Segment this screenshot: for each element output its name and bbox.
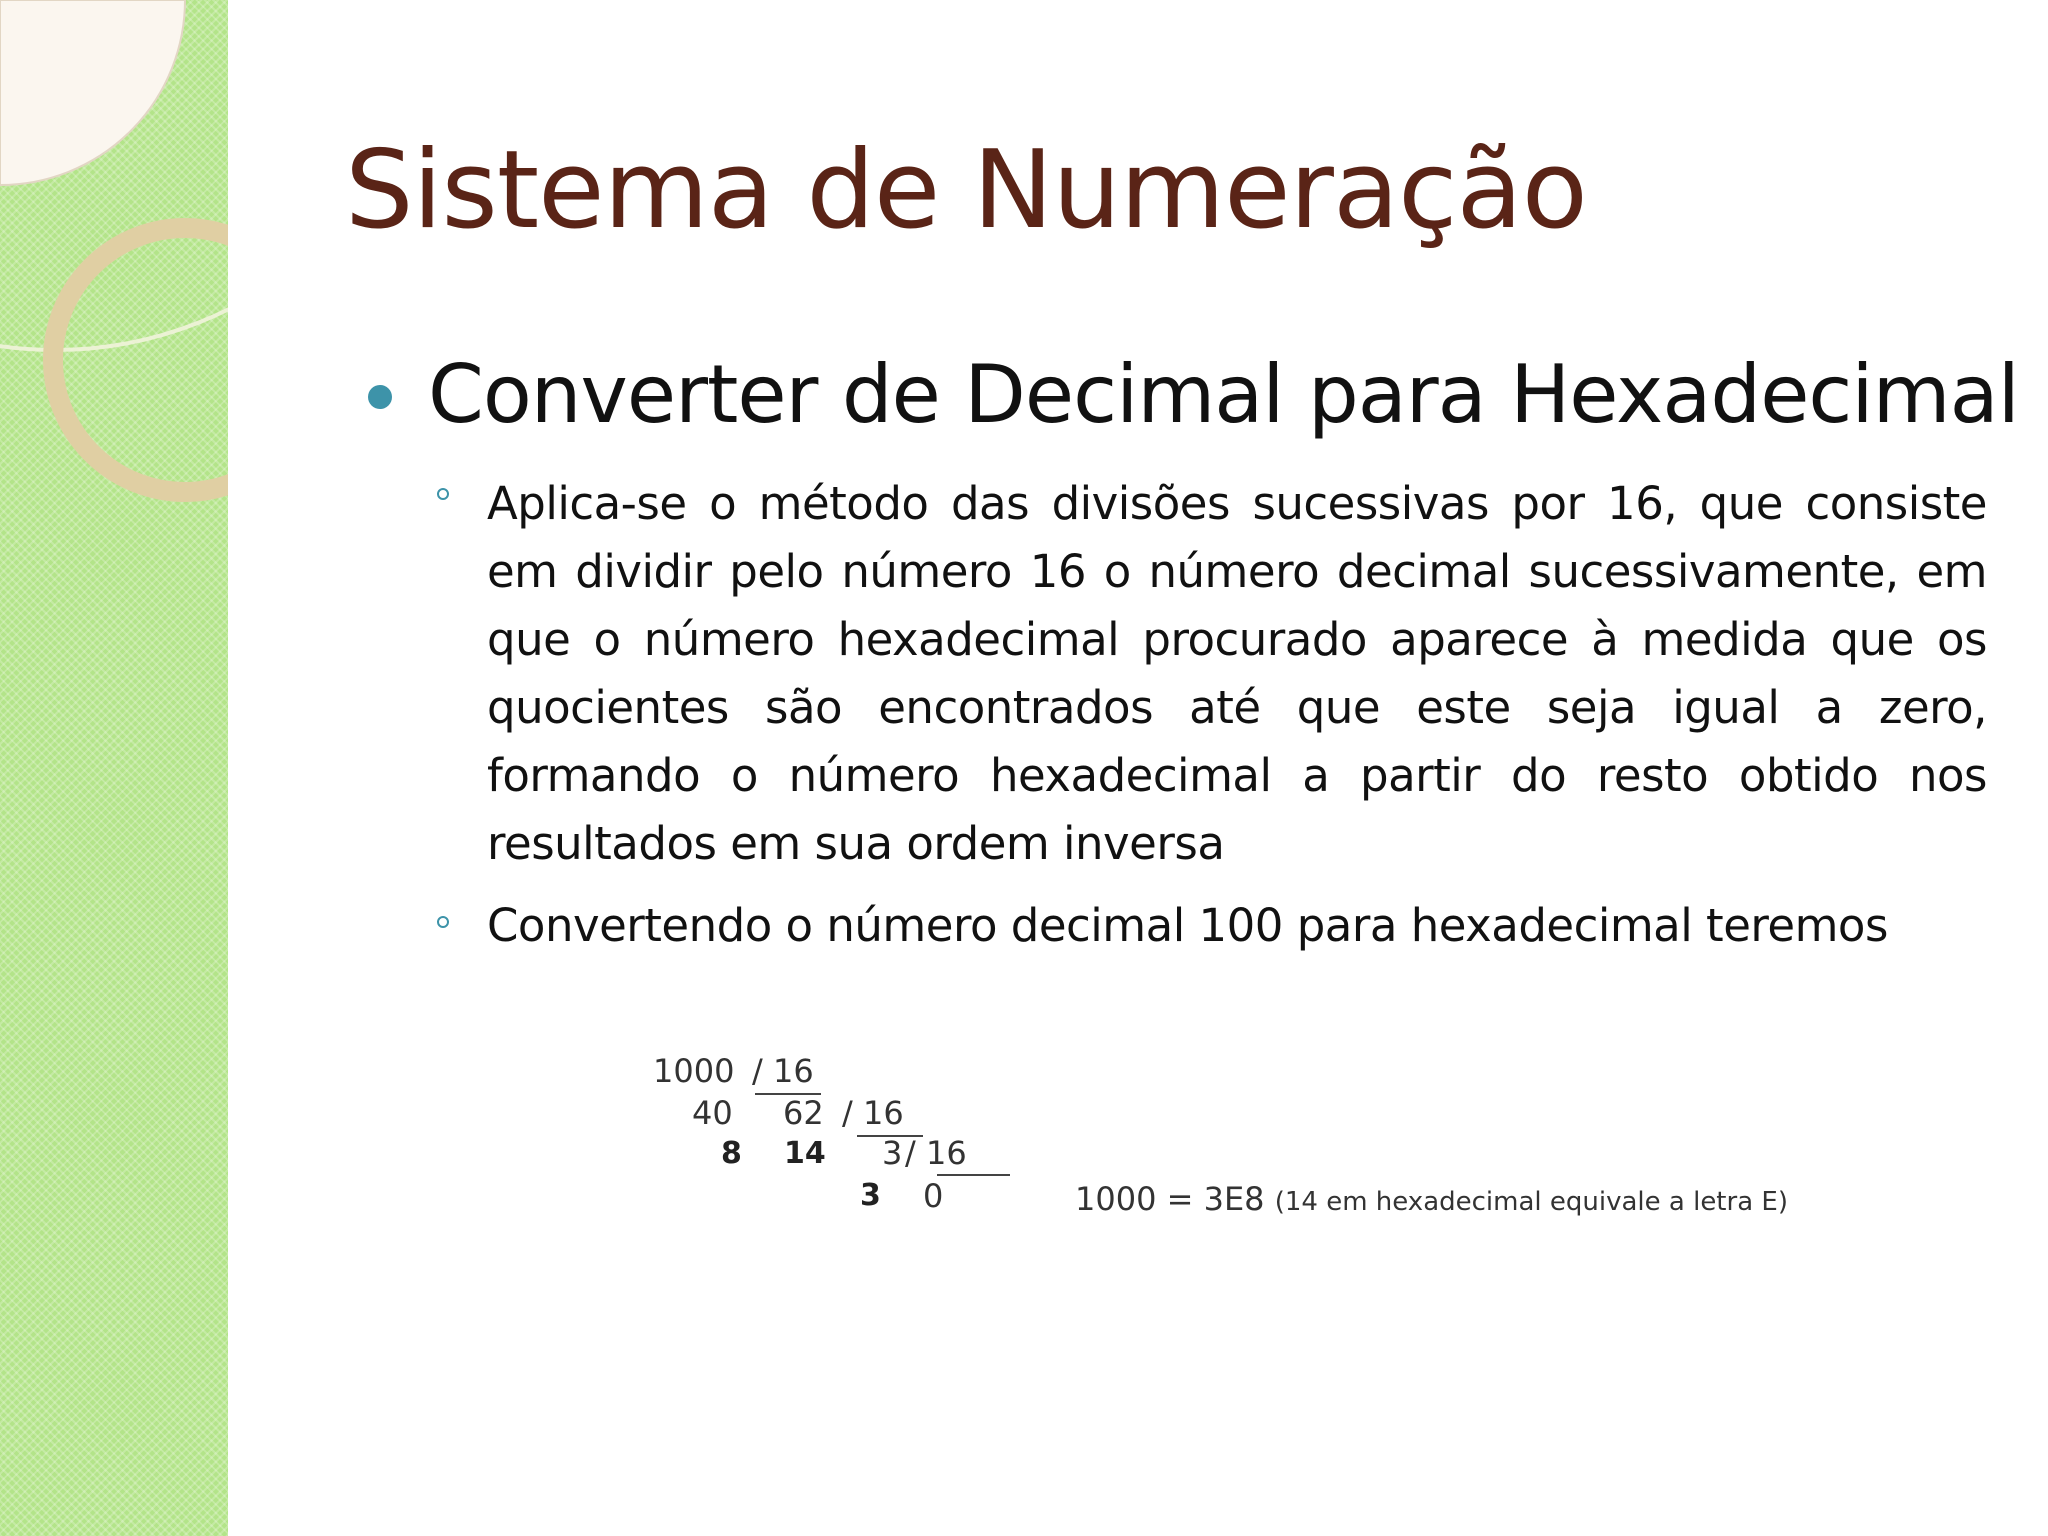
divisor-16-third: / 16 [905,1134,967,1172]
remainder-3: 3 [860,1178,881,1213]
result-note: (14 em hexadecimal equivale a letra E) [1274,1187,1788,1217]
bullet-dot-icon [368,385,392,409]
conversion-result [1075,1180,1788,1218]
decorative-circles-icon [0,0,228,600]
decorative-sidebar [0,0,228,1536]
result-value: 1000 = 3E8 [1075,1180,1265,1218]
partial-40: 40 [692,1094,733,1132]
division-line [937,1174,1010,1176]
bullet-text-method: Aplica-se o método das divisões sucessivas por 16, que consiste em dividir pelo número 16 o número decimal sucessivamente, em que o número hexadecimal procurado aparece à medida que os quocientes são encontrados até que este seja igual a zero, formando o número hexadecimal a partir do resto obtido nos resultados em sua ordem inversa [487,477,1987,870]
remainder-14: 14 [784,1136,826,1171]
divisor-16-second: / 16 [842,1094,904,1132]
slide-title: Sistema de Numeração [345,128,1587,253]
slide-heading: Converter de Decimal para Hexadecimal [428,348,2019,441]
divisor-16-first: / 16 [752,1052,814,1090]
dividend-1000: 1000 [653,1052,735,1090]
quotient-0: 0 [923,1177,944,1215]
quotient-62: 62 [783,1094,824,1132]
remainder-8: 8 [721,1136,742,1171]
sub-bullet-icon [437,916,449,928]
bullet-text-example: Convertendo o número decimal 100 para hexadecimal teremos [487,899,1888,952]
quotient-3: 3 [882,1134,903,1172]
sub-bullet-icon [437,488,449,500]
